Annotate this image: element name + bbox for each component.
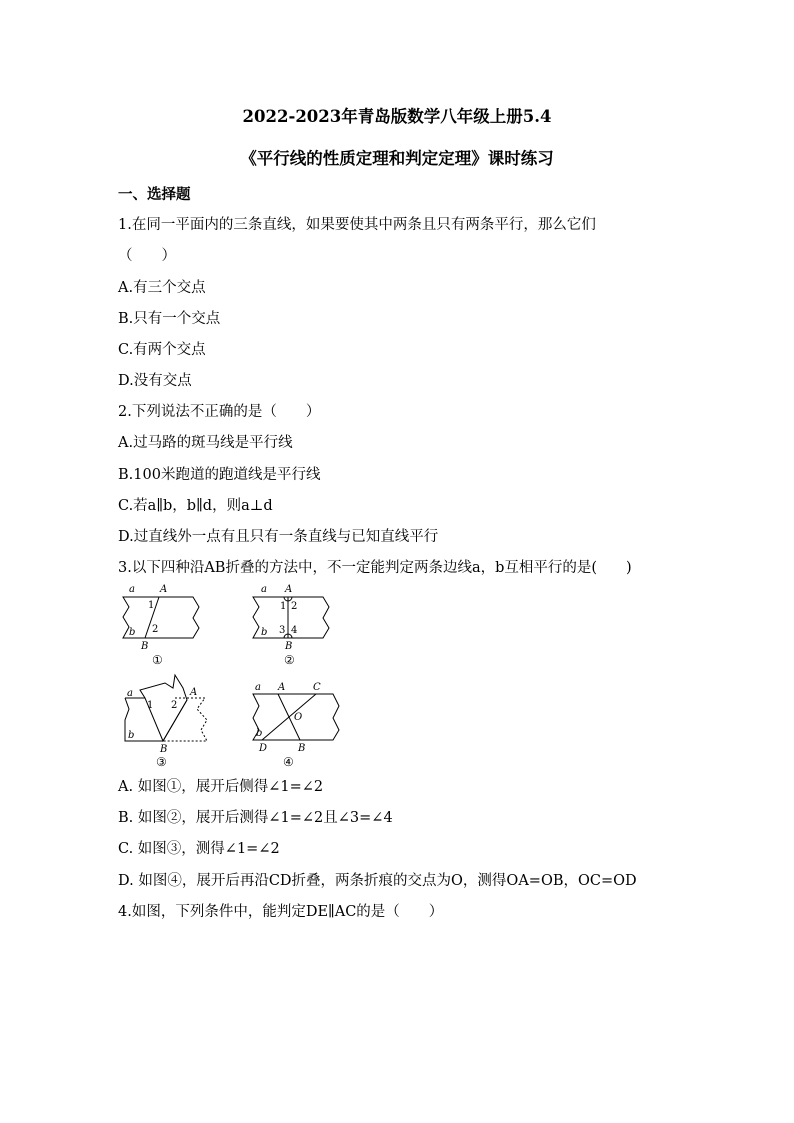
figure-3 [115,668,225,768]
fig4-label-a: a [255,682,261,693]
title-line-1: 2022-2023年青岛版数学八年级上册5.4 [242,107,552,126]
fig3-label-A: A [190,687,198,698]
fig1-label-A: A [160,584,168,595]
fig4-label-A: A [278,682,286,693]
fig4-label-C: C [313,682,321,693]
q1-bracket: （ ） [118,248,176,264]
fig1-caption: ① [152,653,163,667]
fig3-label-1: 1 [147,700,154,711]
fig3-label-a: a [127,688,133,699]
q2-option-b: B.100米跑道的跑道线是平行线 [118,467,321,483]
fig1-label-B: B [141,641,149,652]
fig2-label-B: B [285,641,293,652]
fig1-label-a: a [129,584,135,595]
q4-stem: 4.如图，下列条件中，能判定DE∥AC的是（ ） [118,904,444,920]
q1-option-d: D.没有交点 [118,373,192,389]
q3-option-d: D. 如图④，展开后再沿CD折叠，两条折痕的交点为O，测得OA=OB，OC=OD [118,873,637,889]
fig2-label-b: b [261,627,268,638]
fig4-label-O: O [294,712,303,723]
title-line-2: 《平行线的性质定理和判定定理》课时练习 [240,149,554,168]
fig3-label-b: b [128,730,135,741]
fig3-label-2: 2 [171,700,178,711]
figure-1 [115,582,215,672]
fig2-caption: ② [284,653,295,667]
q1-option-c: C.有两个交点 [118,342,206,358]
fig2-label-2: 2 [291,601,298,612]
q3-option-a: A. 如图①，展开后侧得∠1=∠2 [118,779,324,795]
section-heading: 一、选择题 [118,186,191,203]
fig2-label-a: a [261,584,267,595]
fig1-label-2: 2 [152,624,159,635]
fig2-label-3: 3 [279,625,286,636]
fig1-label-1: 1 [148,600,155,611]
q3-option-c: C. 如图③，测得∠1=∠2 [118,841,280,857]
fig3-caption: ③ [156,755,167,769]
fig4-label-D: D [259,743,268,754]
figure-4 [245,668,355,768]
q2-option-a: A.过马路的斑马线是平行线 [118,435,293,451]
fig4-caption: ④ [283,755,294,769]
q1-stem: 1.在同一平面内的三条直线，如果要使其中两条且只有两条平行，那么它们 [118,217,596,233]
figure-2 [245,582,345,672]
q1-option-a: A.有三个交点 [118,280,206,296]
q2-option-c: C.若a∥b，b∥d，则a⊥d [118,498,273,514]
fig1-label-b: b [129,627,136,638]
q2-option-d: D.过直线外一点有且只有一条直线与已知直线平行 [118,529,439,545]
q2-stem: 2.下列说法不正确的是（ ） [118,404,321,420]
fig4-label-b: b [256,728,263,739]
q3-option-b: B. 如图②，展开后测得∠1=∠2且∠3=∠4 [118,810,393,826]
fig2-label-1: 1 [280,601,287,612]
fig3-label-B: B [160,744,168,755]
q3-stem: 3.以下四种沿AB折叠的方法中，不一定能判定两条边线a，b互相平行的是( ) [118,560,632,576]
q1-option-b: B.只有一个交点 [118,311,221,327]
fig2-label-A: A [285,584,293,595]
fig4-label-B: B [298,743,306,754]
fig2-label-4: 4 [291,625,298,636]
